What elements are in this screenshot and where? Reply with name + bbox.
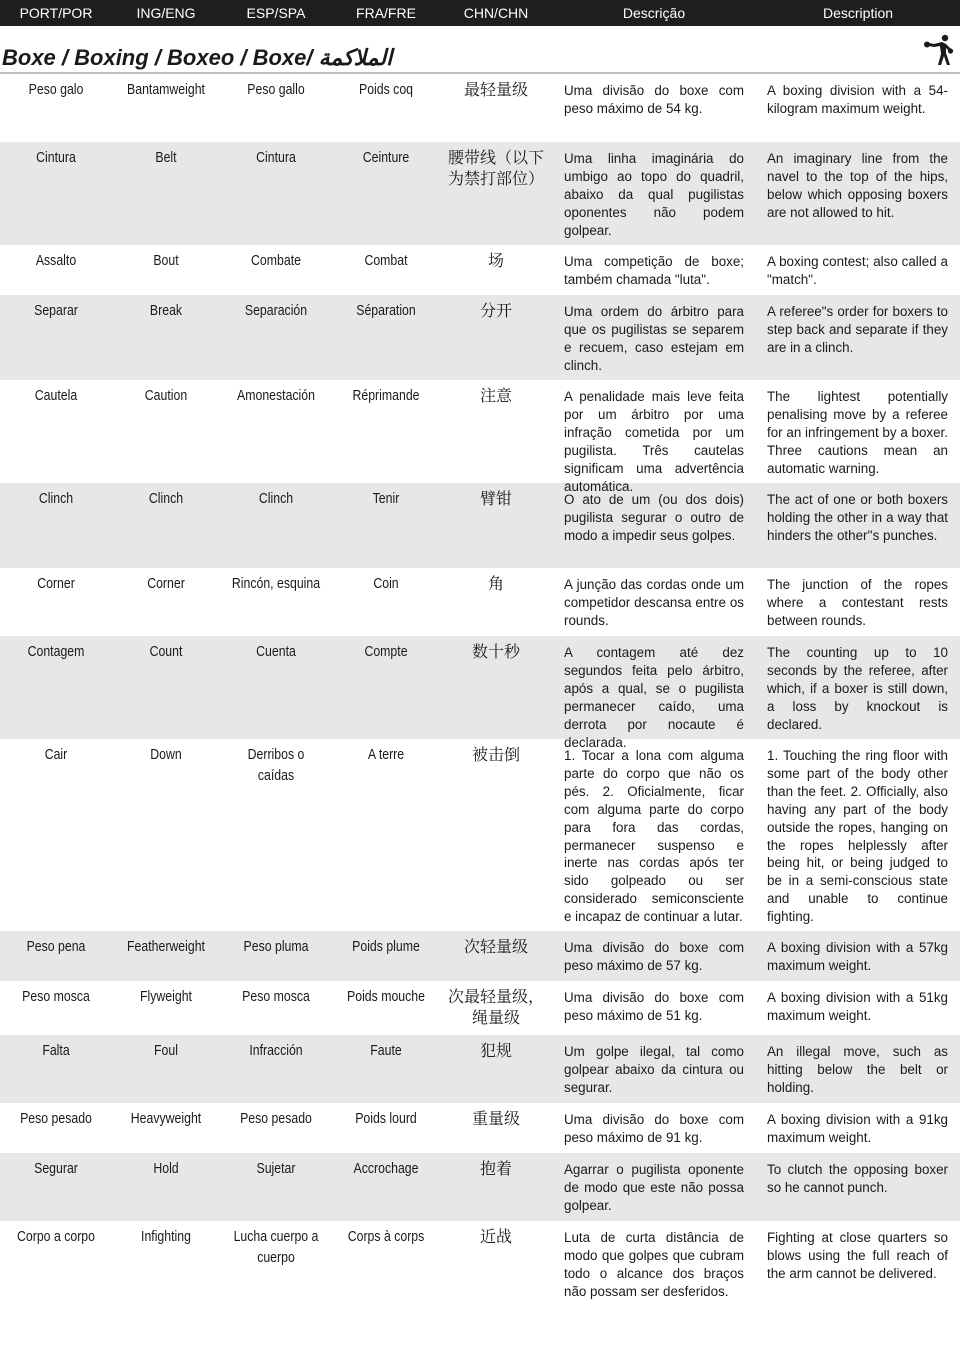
term-chn: 近战 — [479, 1227, 512, 1246]
term-por: Peso pena — [26, 938, 86, 955]
description-en: An imaginary line from the navel to the top of the hips, below which opposing boxers are not allowed to hit. — [767, 151, 948, 220]
term-chn: 犯规 — [479, 1041, 512, 1060]
term-spa: Peso gallo — [247, 81, 305, 98]
term-spa: Infracción — [249, 1042, 303, 1059]
term-eng: Break — [149, 302, 183, 319]
table-row — [0, 1103, 960, 1153]
term-spa: Separación — [244, 302, 308, 319]
header-chn: CHN/CHN — [463, 5, 529, 21]
term-por: Corner — [37, 575, 75, 592]
table-row — [0, 74, 960, 142]
term-chn: 腰带线（以下为禁打部位） — [447, 148, 544, 188]
term-eng: Caution — [144, 387, 188, 404]
header-descricao: Descrição — [622, 5, 686, 21]
term-fre: Combat — [364, 252, 408, 269]
header-spa: ESP/SPA — [246, 5, 306, 21]
term-spa: Peso pluma — [243, 938, 309, 955]
term-por: Peso galo — [28, 81, 84, 98]
description-en: To clutch the opposing boxer so he cannot punch. — [767, 1162, 948, 1195]
description-en: An illegal move, such as hitting below the belt or holding. — [767, 1044, 948, 1095]
term-por: Peso mosca — [22, 988, 90, 1005]
boxer-icon — [920, 32, 956, 68]
description-pt: Luta de curta distância de modo que golpes que cubram todo o alcance dos braços não possam ser desferidos. — [564, 1230, 744, 1299]
term-por: Peso pesado — [20, 1110, 92, 1127]
term-eng: Bout — [153, 252, 179, 269]
term-spa: Cintura — [256, 149, 296, 166]
term-eng: Flyweight — [140, 988, 192, 1005]
term-chn: 注意 — [479, 386, 512, 405]
description-pt: O ato de um (ou dos dois) pugilista segurar o outro de modo a impedir seus golpes. — [564, 492, 744, 543]
term-por: Contagem — [27, 643, 85, 660]
description-pt: Uma divisão do boxe com peso máximo de 51 kg. — [564, 990, 744, 1023]
term-eng: Bantamweight — [127, 81, 205, 98]
description-pt: Uma linha imaginária do umbigo ao topo do quadril, abaixo da qual pugilistas oponentes não podem golpear. — [564, 151, 744, 238]
term-chn: 被击倒 — [471, 745, 520, 764]
term-eng: Infighting — [141, 1228, 191, 1245]
description-pt: Um golpe ilegal, tal como golpear abaixo da cintura ou segurar. — [564, 1044, 744, 1095]
term-fre: Poids coq — [358, 81, 414, 98]
description-en: A boxing division with a 57kg maximum weight. — [767, 940, 948, 973]
term-spa: Combate — [251, 252, 301, 269]
description-en: A boxing division with a 54-kilogram maximum weight. — [767, 83, 948, 116]
table-row — [0, 568, 960, 636]
description-pt: Uma divisão do boxe com peso máximo de 91 kg. — [564, 1112, 744, 1145]
term-fre: Compte — [364, 643, 408, 660]
term-fre: Poids lourd — [355, 1110, 417, 1127]
term-spa: Lucha cuerpo a cuerpo — [233, 1228, 319, 1266]
term-chn: 分开 — [479, 301, 512, 320]
page-title: Boxe / Boxing / Boxeo / Boxe/ الملاكمة — [2, 45, 393, 70]
term-chn: 场 — [487, 251, 504, 270]
table-row — [0, 380, 960, 494]
table-row — [0, 295, 960, 380]
description-pt: A penalidade mais leve feita por um árbitro por uma infração cometida por um pugilista. Três cautelas significam uma advertência automática. — [564, 389, 744, 494]
term-eng: Down — [150, 746, 182, 763]
term-spa: Peso mosca — [242, 988, 310, 1005]
table-row — [0, 1035, 960, 1103]
term-por: Cintura — [36, 149, 76, 166]
term-eng: Count — [149, 643, 183, 660]
term-spa: Peso pesado — [240, 1110, 312, 1127]
description-en: The lightest potentially penalising move by a referee for an infringement by a boxer. Three cautions mean an automatic warning. — [767, 389, 948, 476]
term-eng: Featherweight — [127, 938, 205, 955]
term-eng: Hold — [153, 1160, 179, 1177]
description-pt: Uma divisão do boxe com peso máximo de 54 kg. — [564, 83, 744, 116]
term-fre: Ceinture — [362, 149, 410, 166]
term-por: Segurar — [34, 1160, 78, 1177]
term-spa: Amonestación — [237, 387, 315, 404]
term-chn: 臂钳 — [479, 489, 512, 508]
glossary-table — [0, 74, 960, 1301]
table-row — [0, 245, 960, 295]
description-en: A boxing contest; also called a "match". — [767, 254, 948, 287]
term-por: Clinch — [38, 490, 74, 507]
term-fre: Séparation — [356, 302, 416, 319]
term-chn: 抱着 — [479, 1159, 512, 1178]
term-spa: Rincón, esquina — [231, 575, 321, 592]
table-row — [0, 1153, 960, 1221]
term-fre: Tenir — [372, 490, 400, 507]
term-eng: Belt — [155, 149, 177, 166]
term-por: Falta — [42, 1042, 70, 1059]
term-chn: 角 — [487, 574, 504, 593]
term-por: Assalto — [35, 252, 77, 269]
table-row — [0, 931, 960, 981]
term-eng: Clinch — [148, 490, 184, 507]
description-en: The counting up to 10 seconds by the referee, after which, if a boxer is still down, a loss by knockout is declared. — [767, 645, 948, 732]
description-en: The junction of the ropes where a contestant rests between rounds. — [767, 577, 948, 628]
term-eng: Corner — [147, 575, 185, 592]
term-fre: Réprimande — [352, 387, 420, 404]
column-header-bar — [0, 0, 960, 26]
term-fre: A terre — [367, 746, 405, 763]
term-chn: 次最轻量级，绳量级 — [447, 987, 544, 1027]
table-row — [0, 981, 960, 1035]
header-eng: ING/ENG — [136, 5, 196, 21]
term-fre: Poids plume — [352, 938, 420, 955]
table-row — [0, 636, 960, 750]
term-eng: Foul — [154, 1042, 178, 1059]
table-row — [0, 483, 960, 568]
term-por: Separar — [34, 302, 78, 319]
term-chn: 次轻量级 — [463, 937, 528, 956]
description-en: A boxing division with a 91kg maximum weight. — [767, 1112, 948, 1145]
description-en: The act of one or both boxers holding the other in a way that hinders the other''s punches. — [767, 492, 948, 543]
term-chn: 重量级 — [471, 1109, 520, 1128]
term-chn: 最轻量级 — [463, 80, 528, 99]
term-por: Corpo a corpo — [17, 1228, 95, 1245]
description-pt: Uma ordem do árbitro para que os pugilistas se separem e recuem, caso estejam em clinch. — [564, 304, 744, 373]
table-row — [0, 1221, 960, 1301]
term-fre: Coin — [373, 575, 399, 592]
header-fre: FRA/FRE — [356, 5, 416, 21]
term-chn: 数十秒 — [471, 642, 520, 661]
term-spa: Derribos o caídas — [247, 746, 305, 784]
section-title-row — [0, 26, 960, 74]
header-description: Description — [822, 5, 894, 21]
description-pt: Agarrar o pugilista oponente de modo que este não possa golpear. — [564, 1162, 744, 1213]
term-fre: Poids mouche — [347, 988, 425, 1005]
table-row — [0, 142, 960, 245]
description-pt: A contagem até dez segundos feita pelo árbitro, após a qual, se o pugilista permanecer caído, uma derrota por nocaute é declarada. — [564, 645, 744, 750]
term-spa: Sujetar — [256, 1160, 296, 1177]
term-fre: Faute — [370, 1042, 402, 1059]
description-pt: Uma divisão do boxe com peso máximo de 57 kg. — [564, 940, 744, 973]
header-por: PORT/POR — [19, 5, 93, 21]
description-pt: 1. Tocar a lona com alguma parte do corpo que não os pés. 2. Oficialmente, ficar com alguma parte do corpo para fora das cordas, permanecer suspenso e inerte nas cordas após ter sido golpeado ou ser considerado semiconsciente e incapaz de continuar a lutar. — [564, 748, 744, 925]
description-en: A referee"s order for boxers to step back and separate if they are in a clinch. — [767, 304, 948, 355]
term-spa: Cuenta — [256, 643, 296, 660]
term-spa: Clinch — [258, 490, 294, 507]
term-fre: Corps à corps — [347, 1228, 425, 1245]
description-en: A boxing division with a 51kg maximum weight. — [767, 990, 948, 1023]
description-pt: A junção das cordas onde um competidor descansa entre os rounds. — [564, 577, 744, 628]
description-en: Fighting at close quarters so blows using the full reach of the arm cannot be delivered. — [767, 1230, 948, 1281]
term-fre: Accrochage — [353, 1160, 419, 1177]
term-por: Cautela — [34, 387, 78, 404]
description-pt: Uma competição de boxe; também chamada "luta". — [564, 254, 744, 287]
term-por: Cair — [44, 746, 68, 763]
description-en: 1. Touching the ring floor with some part of the body other than the feet. 2. Officially, also having any part of the body outside the ropes, hanging on the ropes helplessly after being hit, or being judged to be in a semi-conscious state and unable to continue fighting. — [767, 748, 948, 925]
term-eng: Heavyweight — [130, 1110, 202, 1127]
table-row — [0, 739, 960, 931]
